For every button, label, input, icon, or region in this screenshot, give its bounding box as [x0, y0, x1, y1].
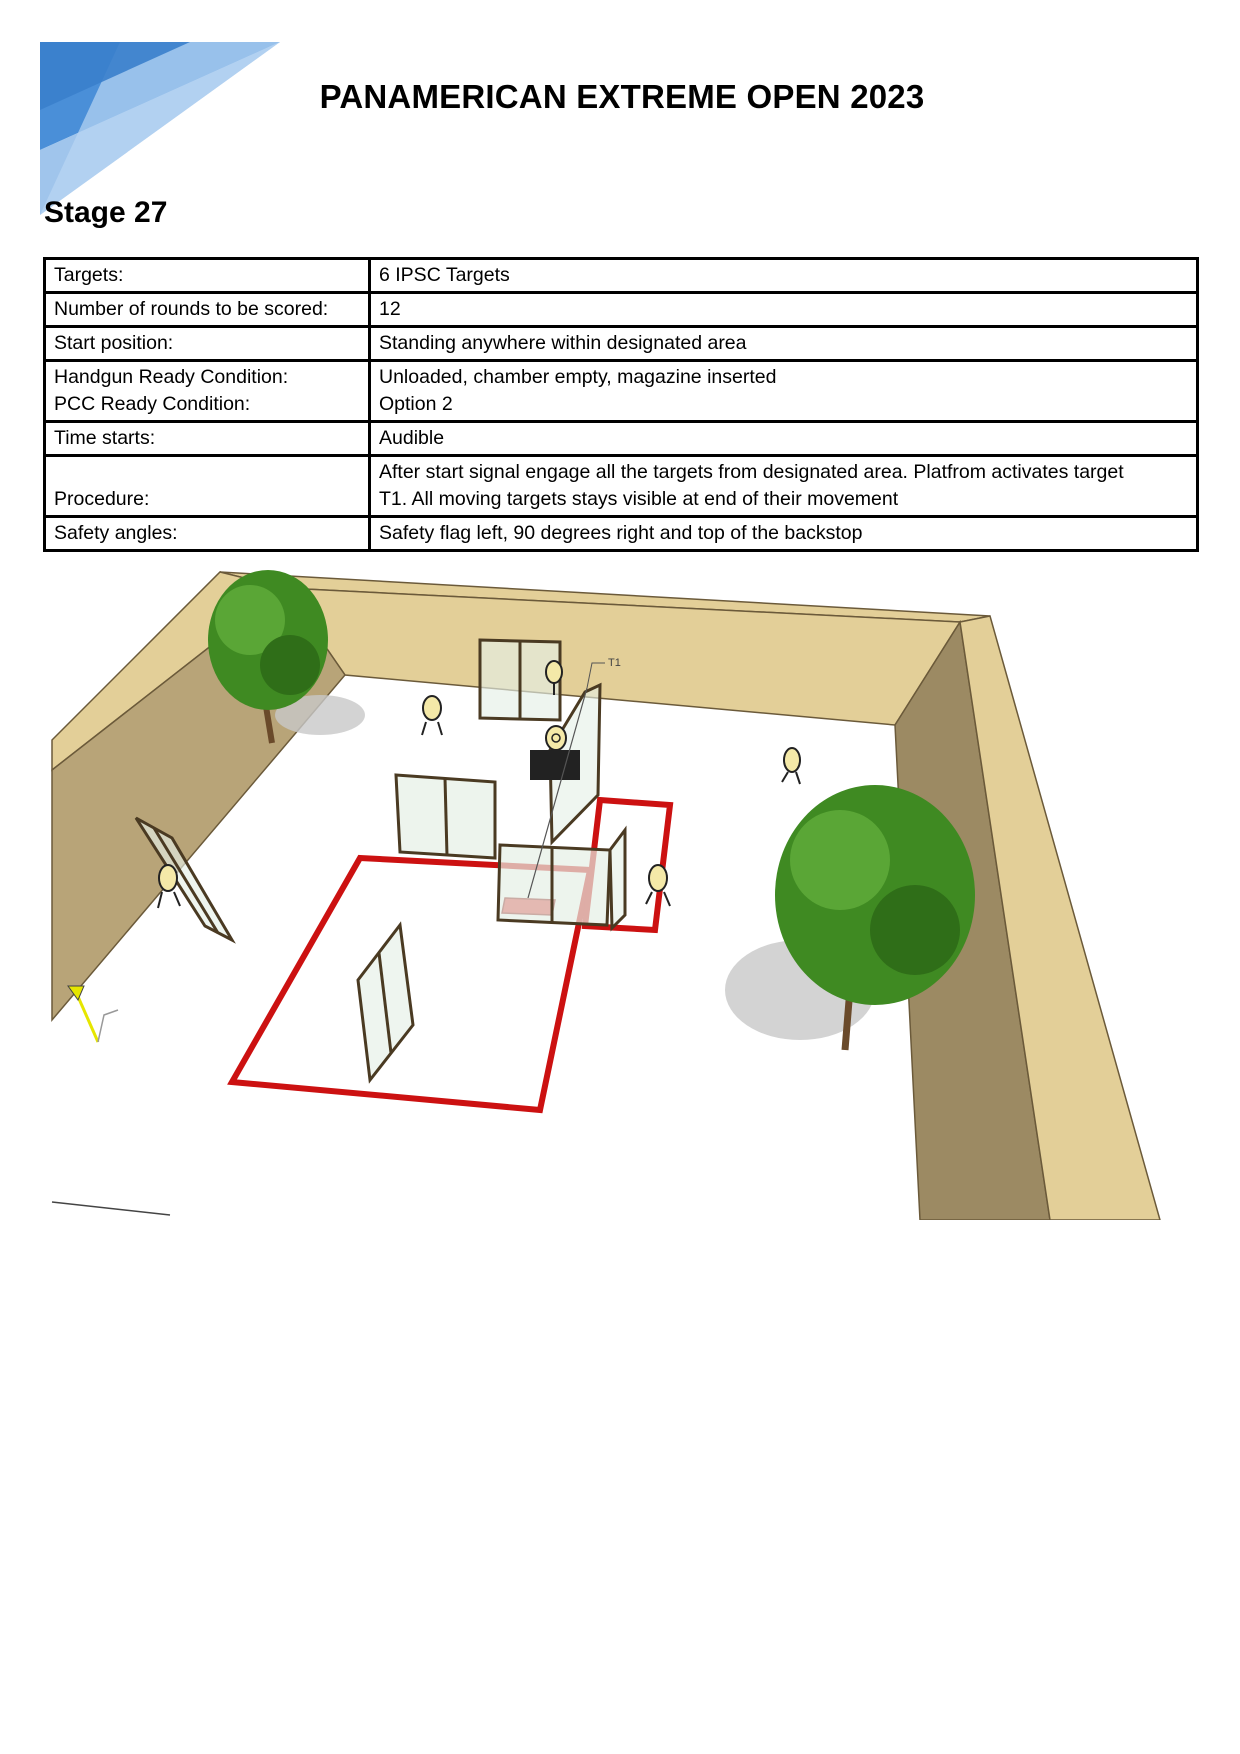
table-row: [45, 456, 1198, 517]
stage-title: Stage 27: [44, 196, 168, 229]
wall-center-left: [396, 775, 495, 858]
procedure-label: Procedure:: [45, 456, 370, 517]
handgun-ready-value: Unloaded, chamber empty, magazine inserted: [379, 366, 777, 388]
start-position-label: Start position:: [45, 327, 370, 361]
pcc-ready-value: Option 2: [379, 393, 453, 415]
t1-label: T1: [608, 657, 621, 669]
time-starts-value: Audible: [370, 422, 1198, 456]
stage-diagram: [40, 560, 1180, 1220]
table-row: [45, 259, 1198, 293]
start-position-value: Standing anywhere within designated area: [370, 327, 1198, 361]
targets-label: Targets:: [45, 259, 370, 293]
document-title: PANAMERICAN EXTREME OPEN 2023: [319, 78, 925, 115]
wall-right-side: [610, 830, 625, 928]
stage-briefing-table: [43, 257, 1199, 552]
targets-value: 6 IPSC Targets: [370, 259, 1198, 293]
pcc-ready-label: PCC Ready Condition:: [54, 393, 251, 415]
procedure-line-1: After start signal engage all the targets from designated area. Platfrom activates target: [379, 461, 1124, 483]
rounds-value: 12: [370, 293, 1198, 327]
ready-condition-labels: [45, 361, 370, 422]
procedure-line-2: T1. All moving targets stays visible at end of their movement: [379, 488, 899, 510]
ready-condition-values: [370, 361, 1198, 422]
table-row: [45, 422, 1198, 456]
rounds-label: Number of rounds to be scored:: [45, 293, 370, 327]
table-row: [45, 293, 1198, 327]
safety-angles-label: Safety angles:: [45, 517, 370, 551]
table-row: [45, 327, 1198, 361]
wall-center-right: [498, 845, 610, 925]
procedure-value: [370, 456, 1198, 517]
handgun-ready-label: Handgun Ready Condition:: [54, 366, 289, 388]
table-row: [45, 517, 1198, 551]
time-starts-label: Time starts:: [45, 422, 370, 456]
safety-angles-value: Safety flag left, 90 degrees right and top of the backstop: [370, 517, 1198, 551]
table-row: [45, 361, 1198, 422]
